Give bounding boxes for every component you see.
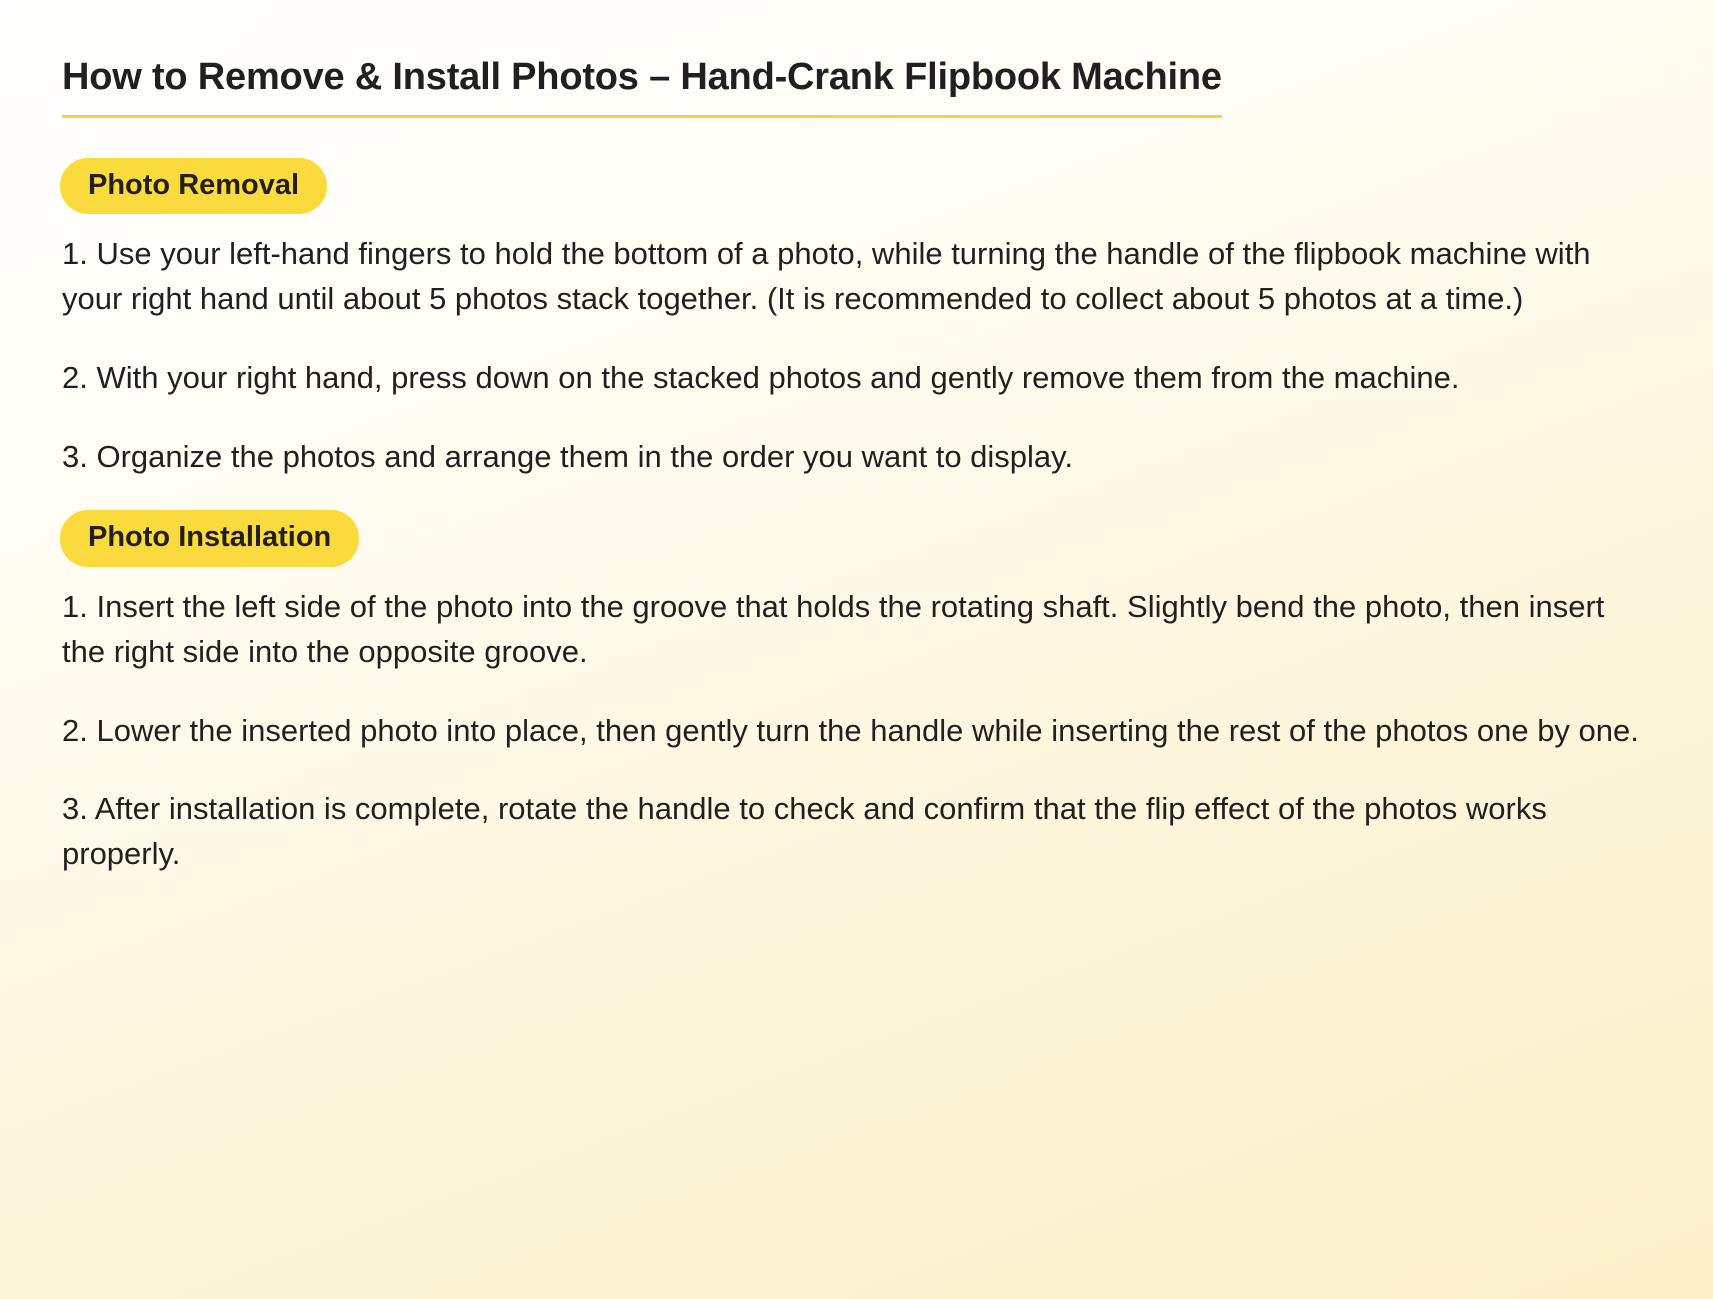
step-item: 1. Use your left-hand fingers to hold the bottom of a photo, while turning the handle of the flipbook machine with your right hand until about 5 photos stack together. (It is recommended to collect about 5 photos at a time.) [62,236,1591,317]
step-item: 2. Lower the inserted photo into place, then gently turn the handle while inserting the rest of the photos one by one. [62,712,1639,748]
steps-list-photo-installation [60,585,1653,878]
page-title: How to Remove & Install Photos – Hand-Crank Flipbook Machine [62,56,1222,118]
step-item: 3. Organize the photos and arrange them in the order you want to display. [62,439,1073,475]
step-item: 3. After installation is complete, rotate the handle to check and confirm that the flip effect of the photos works properly. [62,791,1547,872]
section-photo-installation [60,510,1653,877]
step-item: 2. With your right hand, press down on the stacked photos and gently remove them from the machine. [62,360,1460,396]
section-badge-photo-installation: Photo Installation [60,510,359,566]
section-photo-removal [60,158,1653,480]
page-title-wrapper [60,56,1653,118]
steps-list-photo-removal [60,232,1653,480]
step-item: 1. Insert the left side of the photo into the groove that holds the rotating shaft. Slightly bend the photo, then insert the right side into the opposite groove. [62,588,1605,669]
section-badge-photo-removal: Photo Removal [60,158,327,214]
